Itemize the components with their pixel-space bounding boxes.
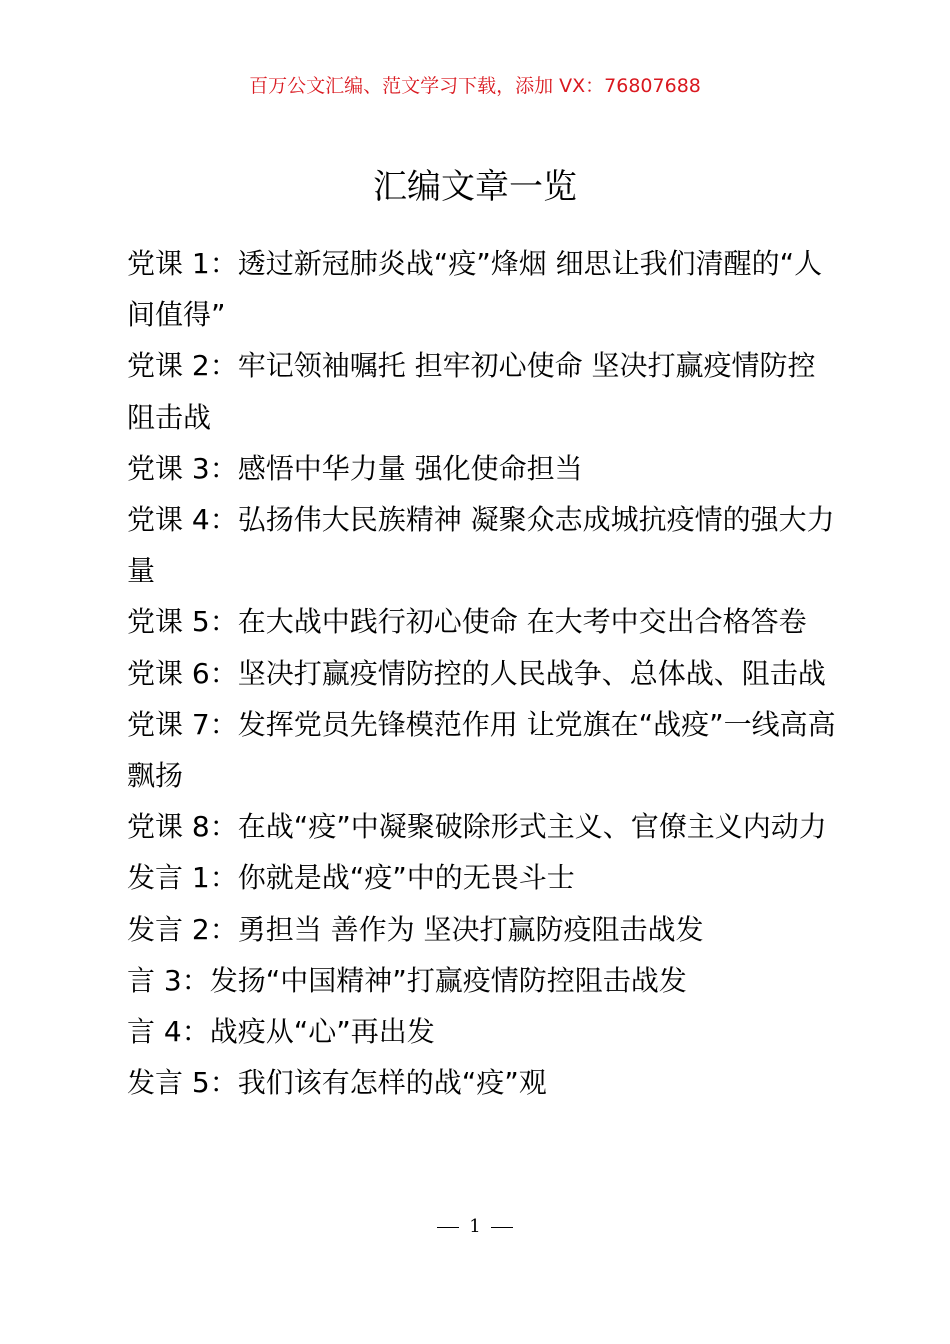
toc-item-3: 党课 3：感悟中华力量 强化使命担当	[127, 451, 583, 485]
page-number: 1	[469, 1216, 481, 1237]
toc-item-11: 言 3：发扬“中国精神”打赢疫情防控阻击战发	[127, 963, 687, 997]
document-title: 汇编文章一览	[373, 167, 577, 207]
toc-item-6: 党课 6：坚决打赢疫情防控的人民战争、总体战、阻击战	[127, 656, 826, 690]
toc-item-9: 发言 1：你就是战“疫”中的无畏斗士	[127, 861, 575, 895]
toc-item-5: 党课 5：在大战中践行初心使命 在大考中交出合格答卷	[127, 605, 807, 639]
footer-dash-right	[491, 1227, 513, 1228]
footer-dash-left	[437, 1227, 459, 1228]
toc-item-1: 党课 1：透过新冠肺炎战“疫”烽烟 细思让我们清醒的“人间值得”	[127, 247, 823, 332]
toc-item-7: 党课 7：发挥党员先锋模范作用 让党旗在“战疫”一线高高飘扬	[127, 707, 836, 793]
header-note: 百万公文汇编、范文学习下载，添加 VX：76807688	[249, 75, 701, 97]
toc-item-10: 发言 2：勇担当 善作为 坚决打赢防疫阻击战发	[127, 912, 704, 946]
toc-item-12: 言 4：战疫从“心”再出发	[127, 1015, 435, 1049]
toc-item-2: 党课 2：牢记领袖嘱托 担牢初心使命 坚决打赢疫情防控阻击战	[127, 349, 816, 434]
table-of-contents	[127, 238, 839, 1108]
toc-item-13: 发言 5：我们该有怎样的战“疫”观	[127, 1066, 547, 1100]
toc-item-8: 党课 8：在战“疫”中凝聚破除形式主义、官僚主义内动力	[127, 810, 827, 844]
page-footer	[0, 1214, 950, 1240]
toc-item-4: 党课 4：弘扬伟大民族精神 凝聚众志成城抗疫情的强大力量	[127, 503, 835, 588]
